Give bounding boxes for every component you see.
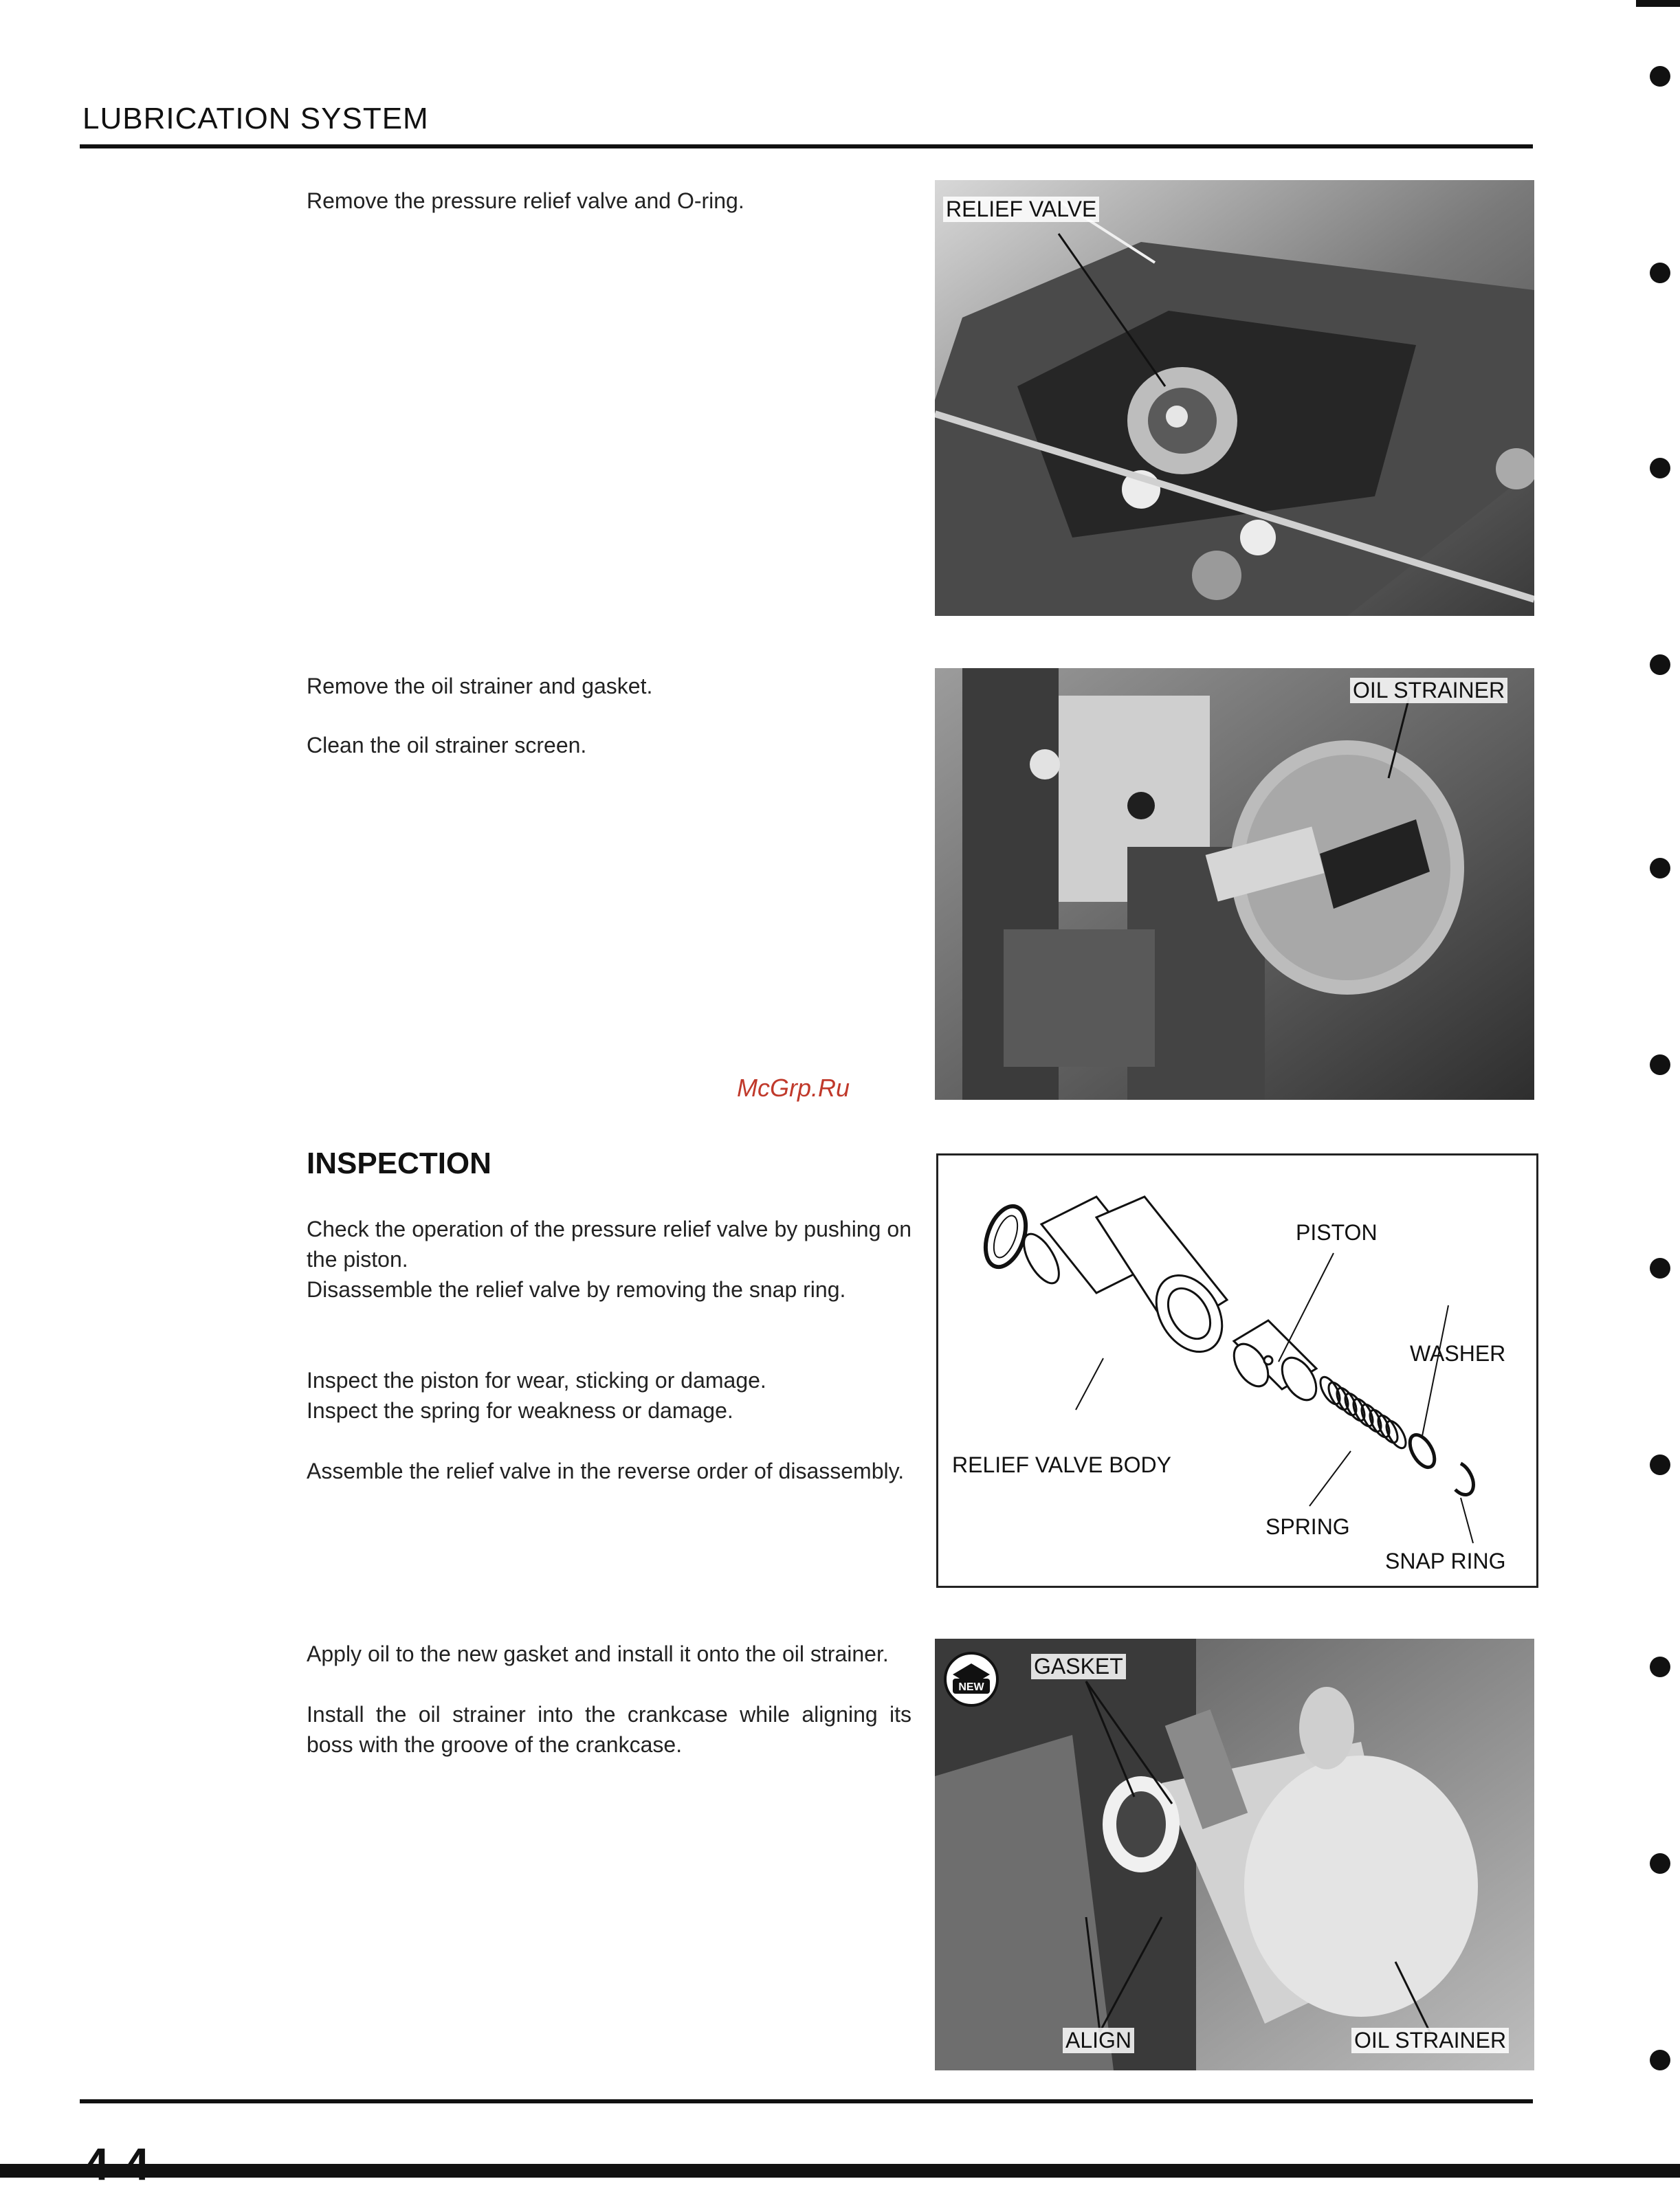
- relief-valve-label: RELIEF VALVE: [943, 197, 1099, 222]
- inspection-para-1: Check the operation of the pressure relief valve by pushing on the piston.: [307, 1217, 911, 1272]
- relief-valve-diagram: [936, 1153, 1538, 1588]
- inspection-para-4: Inspect the spring for weakness or damage.: [307, 1398, 733, 1423]
- installation-para-1: Apply oil to the new gasket and install it onto the oil strainer.: [307, 1641, 889, 1666]
- binder-hole: [1650, 66, 1670, 87]
- snap-ring-label: SNAP RING: [1385, 1549, 1506, 1573]
- washer-label: WASHER: [1410, 1341, 1506, 1366]
- bottom-edge: [0, 2164, 1680, 2178]
- inspection-para-2: Disassemble the relief valve by removing the snap ring.: [307, 1277, 846, 1302]
- spring-label: SPRING: [1265, 1514, 1350, 1539]
- new-part-icon: [943, 1651, 999, 1707]
- inspection-para-3: Inspect the piston for wear, sticking or damage.: [307, 1368, 766, 1393]
- watermark: McGrp.Ru: [737, 1074, 850, 1102]
- strainer-install-photo: [935, 1639, 1534, 2070]
- binder-hole: [1650, 1455, 1670, 1475]
- binder-hole: [1650, 263, 1670, 283]
- new-badge-text: NEW: [958, 1681, 984, 1693]
- strainer-removal-text-1: Remove the oil strainer and gasket.: [307, 674, 653, 698]
- footer-rule: [80, 2099, 1533, 2103]
- inspection-heading: INSPECTION: [307, 1147, 491, 1180]
- binder-hole: [1650, 1258, 1670, 1279]
- oil-strainer-photo: [935, 668, 1534, 1100]
- relief-valve-body-label: RELIEF VALVE BODY: [952, 1452, 1171, 1477]
- installation-para-2: Install the oil strainer into the crankcase while aligning its boss with the groove of the crankcase.: [307, 1702, 911, 1757]
- gasket-label: GASKET: [1031, 1654, 1126, 1679]
- relief-valve-photo: [935, 180, 1534, 616]
- header-rule: [80, 144, 1533, 148]
- binder-hole: [1650, 1657, 1670, 1677]
- corner-mark: [1636, 0, 1680, 7]
- binder-hole: [1650, 2050, 1670, 2070]
- binder-hole: [1650, 654, 1670, 675]
- binder-hole: [1650, 1054, 1670, 1075]
- piston-label: PISTON: [1296, 1220, 1378, 1245]
- oil-strainer-label-1: OIL STRAINER: [1350, 678, 1507, 703]
- section-title: LUBRICATION SYSTEM: [82, 102, 429, 135]
- binder-hole: [1650, 1853, 1670, 1874]
- binder-hole: [1650, 458, 1670, 478]
- binder-hole: [1650, 858, 1670, 878]
- strainer-removal-text-2: Clean the oil strainer screen.: [307, 733, 587, 757]
- relief-removal-text: Remove the pressure relief valve and O-ring.: [307, 188, 744, 213]
- inspection-para-5: Assemble the relief valve in the reverse order of disassembly.: [307, 1459, 905, 1483]
- oil-strainer-label-2: OIL STRAINER: [1351, 2028, 1509, 2053]
- align-label: ALIGN: [1063, 2028, 1134, 2053]
